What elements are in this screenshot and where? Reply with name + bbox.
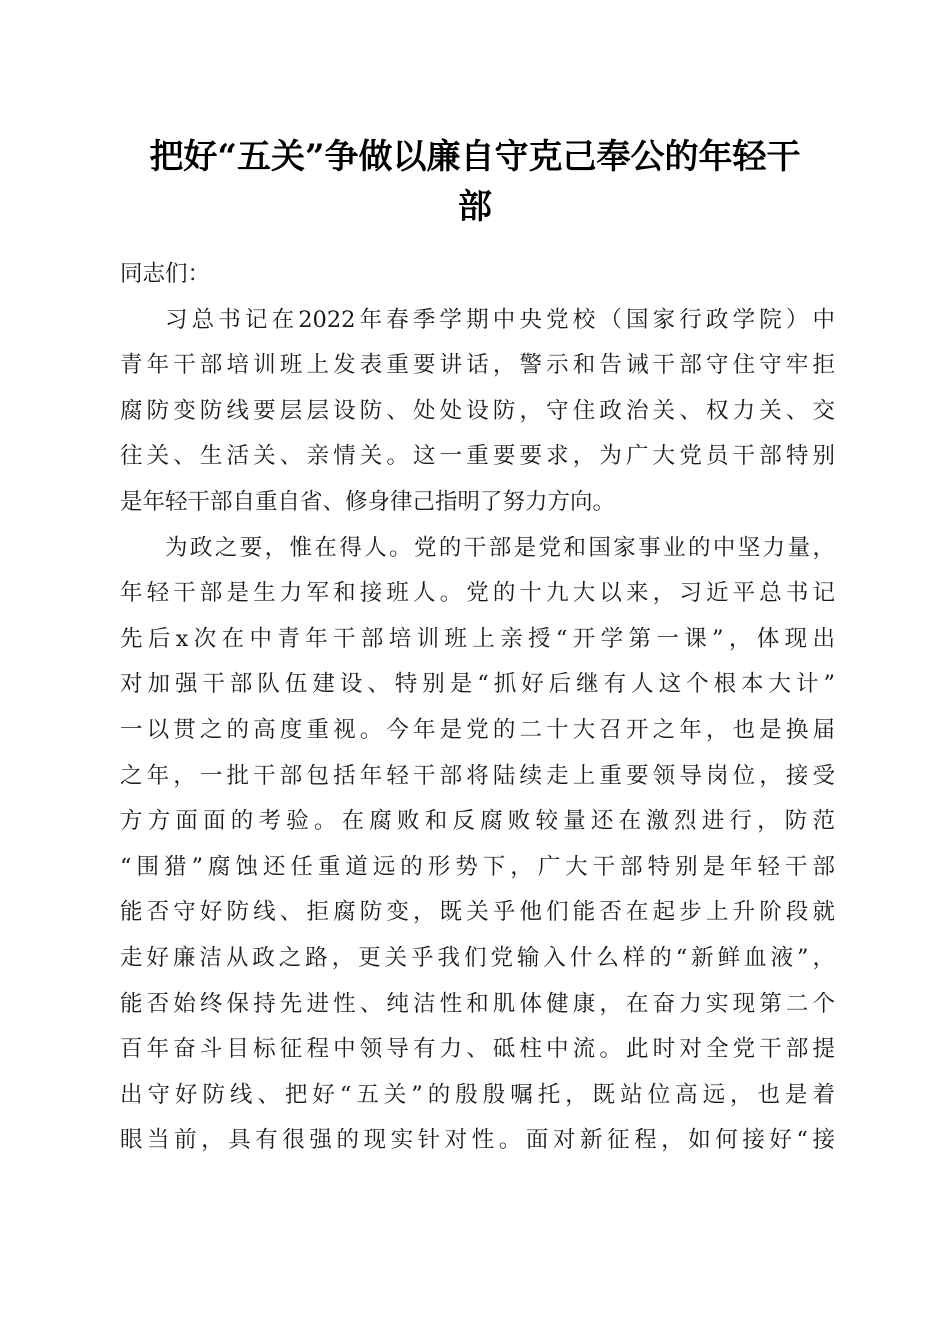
text-line: 能否守好防线、拒腐防变，既关乎他们能否在起步上升阶段就 bbox=[120, 899, 835, 926]
text-line: 年轻干部是生力军和接班人。党的十九大以来，习近平总书记 bbox=[120, 580, 835, 607]
text-line: 一以贯之的高度重视。今年是党的二十大召开之年，也是换届 bbox=[120, 716, 835, 743]
text-line: 眼当前，具有很强的现实针对性。面对新征程，如何接好“接 bbox=[120, 1127, 835, 1154]
paragraph-2 bbox=[120, 526, 835, 1164]
document-title bbox=[110, 132, 840, 232]
salutation: 同志们： bbox=[120, 261, 211, 287]
text-line: 百年奋斗目标征程中领导有力、砥柱中流。此时对全党干部提 bbox=[120, 1036, 835, 1063]
text-line: 走好廉洁从政之路，更关乎我们党输入什么样的“新鲜血液”， bbox=[120, 944, 835, 971]
text-line: 能否始终保持先进性、纯洁性和肌体健康，在奋力实现第二个 bbox=[120, 990, 835, 1017]
text-line: 青年干部培训班上发表重要讲话，警示和告诫干部守住守牢拒 bbox=[120, 352, 835, 379]
text-line: 是年轻干部自重自省、修身律己指明了努力方向。 bbox=[120, 488, 616, 515]
text-line: 腐防变防线要层层设防、处处设防，守住政治关、权力关、交 bbox=[120, 397, 835, 424]
text-line: 出守好防线、把好“五关”的殷殷嘱托，既站位高远，也是着 bbox=[120, 1081, 835, 1108]
paragraph-1 bbox=[120, 298, 835, 526]
text-line: 为政之要，惟在得人。党的干部是党和国家事业的中坚力量， bbox=[165, 534, 835, 561]
document-body bbox=[120, 252, 835, 1164]
title-line: 把好“五关”争做以廉自守克己奉公的年轻干 bbox=[149, 137, 801, 177]
text-line: 之年，一批干部包括年轻干部将陆续走上重要领导岗位，接受 bbox=[120, 762, 835, 789]
text-line: “围猎”腐蚀还任重道远的形势下，广大干部特别是年轻干部 bbox=[120, 853, 835, 880]
text-line: 往关、生活关、亲情关。这一重要要求，为广大党员干部特别 bbox=[120, 443, 835, 470]
text-line: 对加强干部队伍建设、特别是“抓好后继有人这个根本大计” bbox=[120, 671, 835, 698]
text-line: 习总书记在2022年春季学期中央党校（国家行政学院）中 bbox=[165, 306, 835, 333]
title-line: 部 bbox=[458, 187, 492, 227]
text-line: 方方面面的考验。在腐败和反腐败较量还在激烈进行，防范 bbox=[120, 808, 835, 835]
text-line: 先后x次在中青年干部培训班上亲授“开学第一课”，体现出 bbox=[120, 625, 835, 652]
